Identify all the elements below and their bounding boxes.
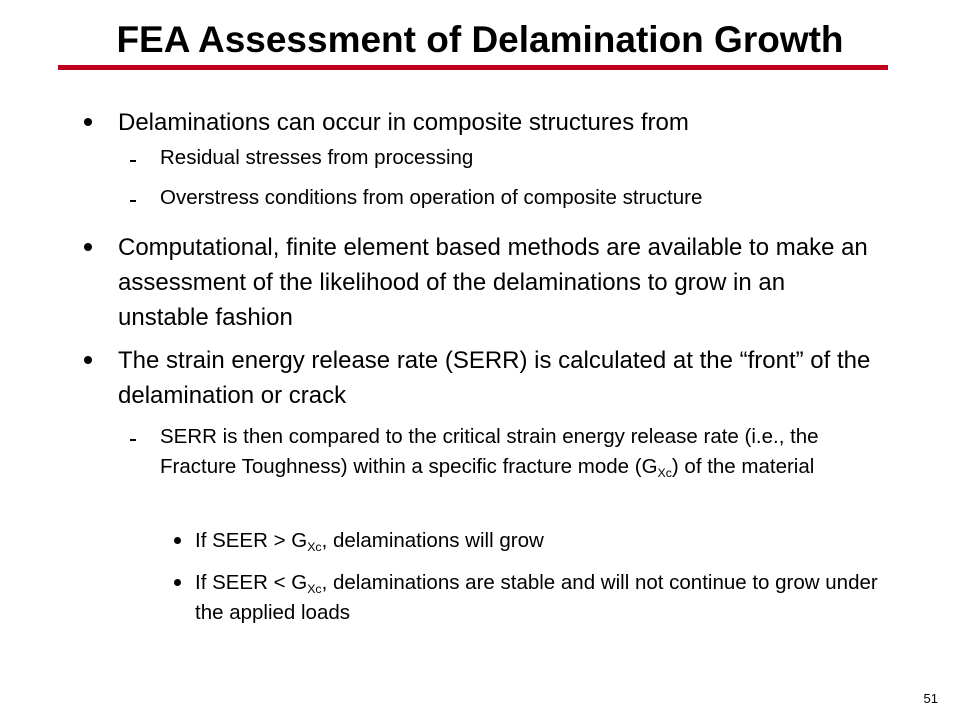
bullet-dot-icon <box>84 243 92 251</box>
sub-sub-bullet-text-a: If SEER < G <box>195 571 308 594</box>
bullet-computational-methods <box>118 230 878 335</box>
bullet-dot-icon <box>84 356 92 364</box>
bullet-text: The strain energy release rate (SERR) is calculated at the “front” of the delamination or crack <box>118 347 871 409</box>
sub-bullet-text-b: ) of the material <box>671 455 815 478</box>
subscript-xc: Xc <box>307 582 322 596</box>
title-underline <box>58 65 888 70</box>
subscript-xc: Xc <box>657 466 672 480</box>
sub-bullet-text: Overstress conditions from operation of composite structure <box>160 186 703 209</box>
dash-icon <box>130 439 136 441</box>
subscript-xc: Xc <box>307 540 322 554</box>
bullet-dot-icon <box>84 118 92 126</box>
sub-bullet-serr-compared <box>160 422 880 482</box>
sub-bullet-overstress <box>160 183 880 213</box>
bullet-text: Delaminations can occur in composite structures from <box>118 109 689 136</box>
bullet-delaminations-occur <box>118 105 878 140</box>
bullet-text: Computational, finite element based methods are available to make an assessment of the likelihood of the delaminations to grow in an unstable fashion <box>118 234 868 331</box>
sub-sub-bullet-stable <box>195 568 885 628</box>
sub-sub-bullet-text-b: , delaminations are stable and will not continue to grow under the applied loads <box>195 571 878 624</box>
dash-icon <box>130 160 136 162</box>
sub-sub-bullet-text-a: If SEER > G <box>195 529 308 552</box>
sub-sub-bullet-text-b: , delaminations will grow <box>321 529 544 552</box>
slide-number: 51 <box>923 691 938 706</box>
sub-bullet-text: Residual stresses from processing <box>160 146 474 169</box>
bullet-serr-calculated <box>118 343 878 413</box>
slide-title: FEA Assessment of Delamination Growth <box>116 19 844 60</box>
bullet-dot-icon <box>174 579 181 586</box>
sub-bullet-text-a: SERR is then compared to the critical strain energy release rate (i.e., the Fracture Toughness) within a specific fracture mode (G <box>160 425 819 478</box>
bullet-dot-icon <box>174 537 181 544</box>
dash-icon <box>130 200 136 202</box>
sub-bullet-residual-stresses <box>160 143 880 173</box>
sub-sub-bullet-grow <box>195 526 885 556</box>
